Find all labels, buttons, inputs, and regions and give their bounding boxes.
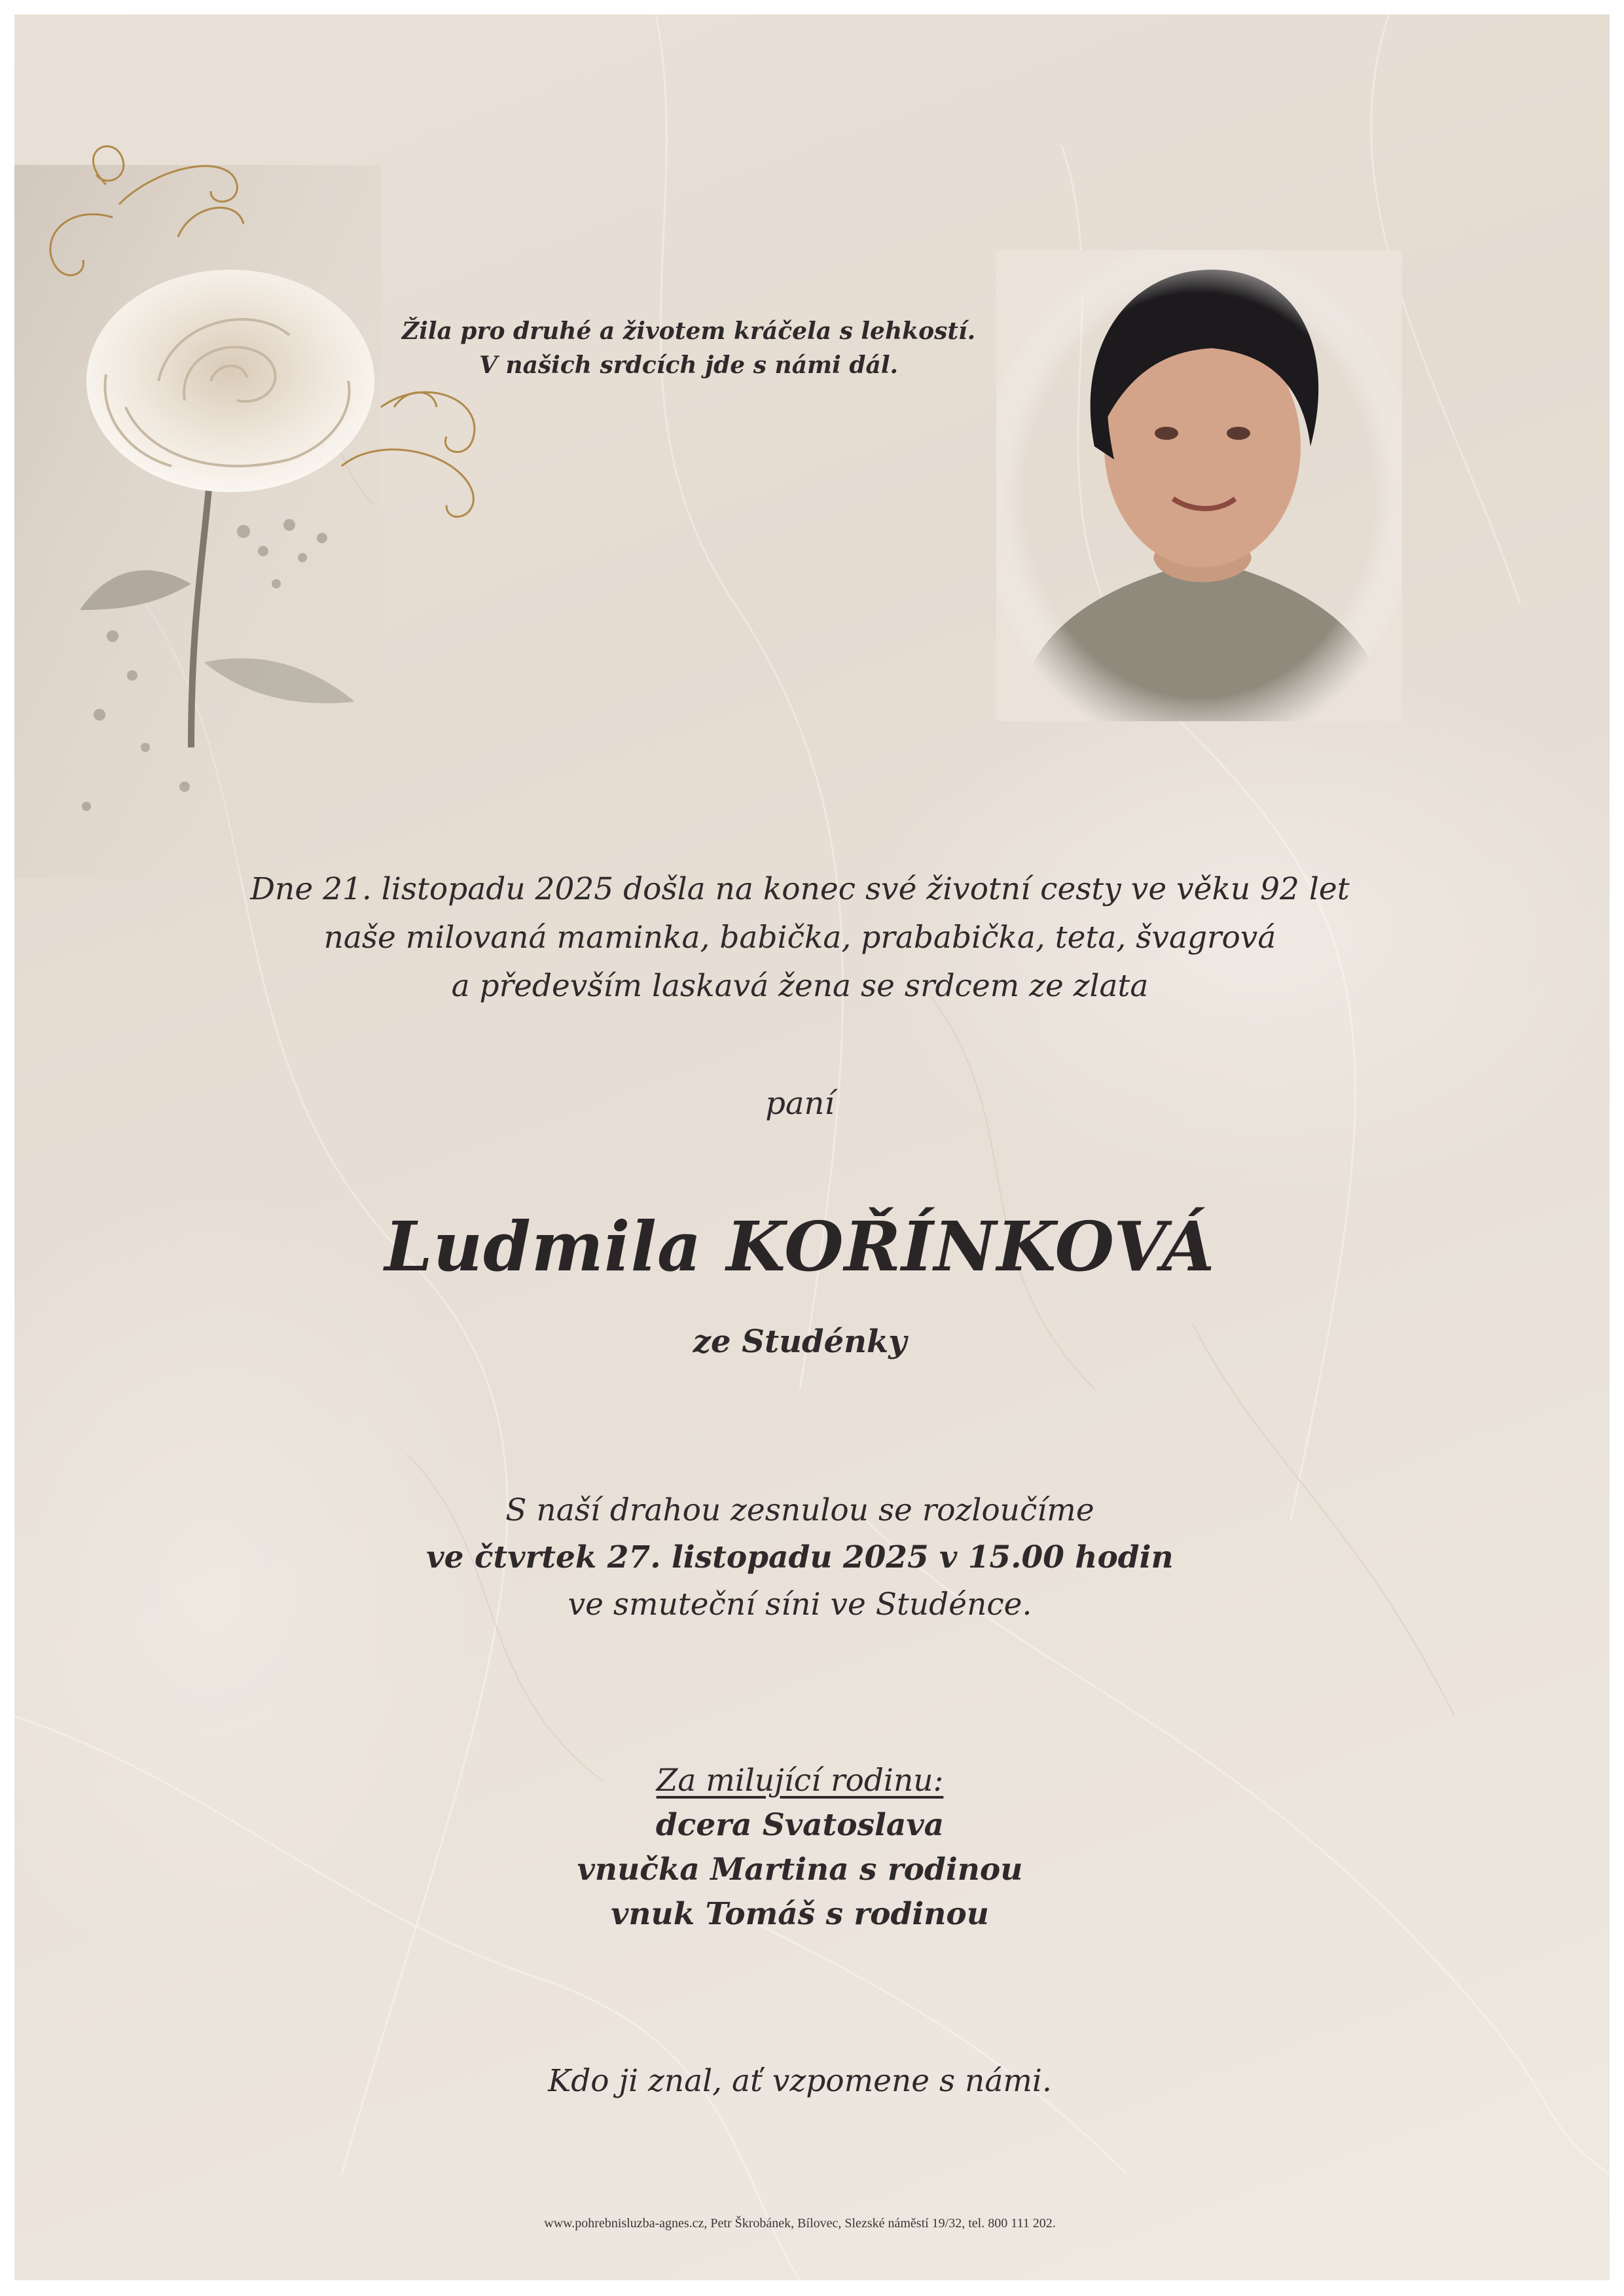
funeral-date-time: ve čtvrtek 27. listopadu 2025 v 15.00 hodin [426,1539,1174,1575]
family-member: dcera Svatoslava [655,1807,945,1843]
quote-line-2: V našich srdcích jde s námi dál. [478,351,899,379]
family-member: vnuk Tomáš s rodinou [611,1896,989,1932]
announcement-line-2: naše milovaná maminka, babička, prababička, teta, švagrová [323,920,1276,956]
rose-decoration [14,126,512,878]
family-block [407,1759,1193,1937]
deceased-origin: ze Studénky [693,1323,907,1360]
footer-contact: www.pohrebnisluzba-agnes.cz, Petr Škrobánek, Bílovec, Slezské náměstí 19/32, tel. 800 111 202. [544,2216,1056,2231]
honorific: paní [765,1085,835,1122]
quote-line-1: Žila pro druhé a životem kráčela s lehkostí. [401,317,976,345]
funeral-line-1: S naší drahou zesnulou se rozloučíme [505,1492,1094,1528]
announcement-line-3: a především laskavá žena se srdcem ze zlata [451,968,1149,1004]
funeral-info [145,1487,1454,1628]
obituary-paper [14,14,1610,2280]
announcement-block [145,865,1454,1011]
deceased-name: Ludmila KOŘÍNKOVÁ [384,1206,1216,1287]
family-member: vnučka Martina s rodinou [577,1852,1023,1888]
quote-block [394,314,983,382]
announcement-line-1: Dne 21. listopadu 2025 došla na konec své životní cesty ve věku 92 let [250,871,1350,907]
closing-line: Kdo ji znal, ať vzpomene s námi. [548,2063,1052,2099]
family-heading: Za milující rodinu: [656,1763,944,1799]
funeral-place: ve smuteční síni ve Studénce. [568,1587,1032,1623]
portrait-photo [996,250,1402,721]
